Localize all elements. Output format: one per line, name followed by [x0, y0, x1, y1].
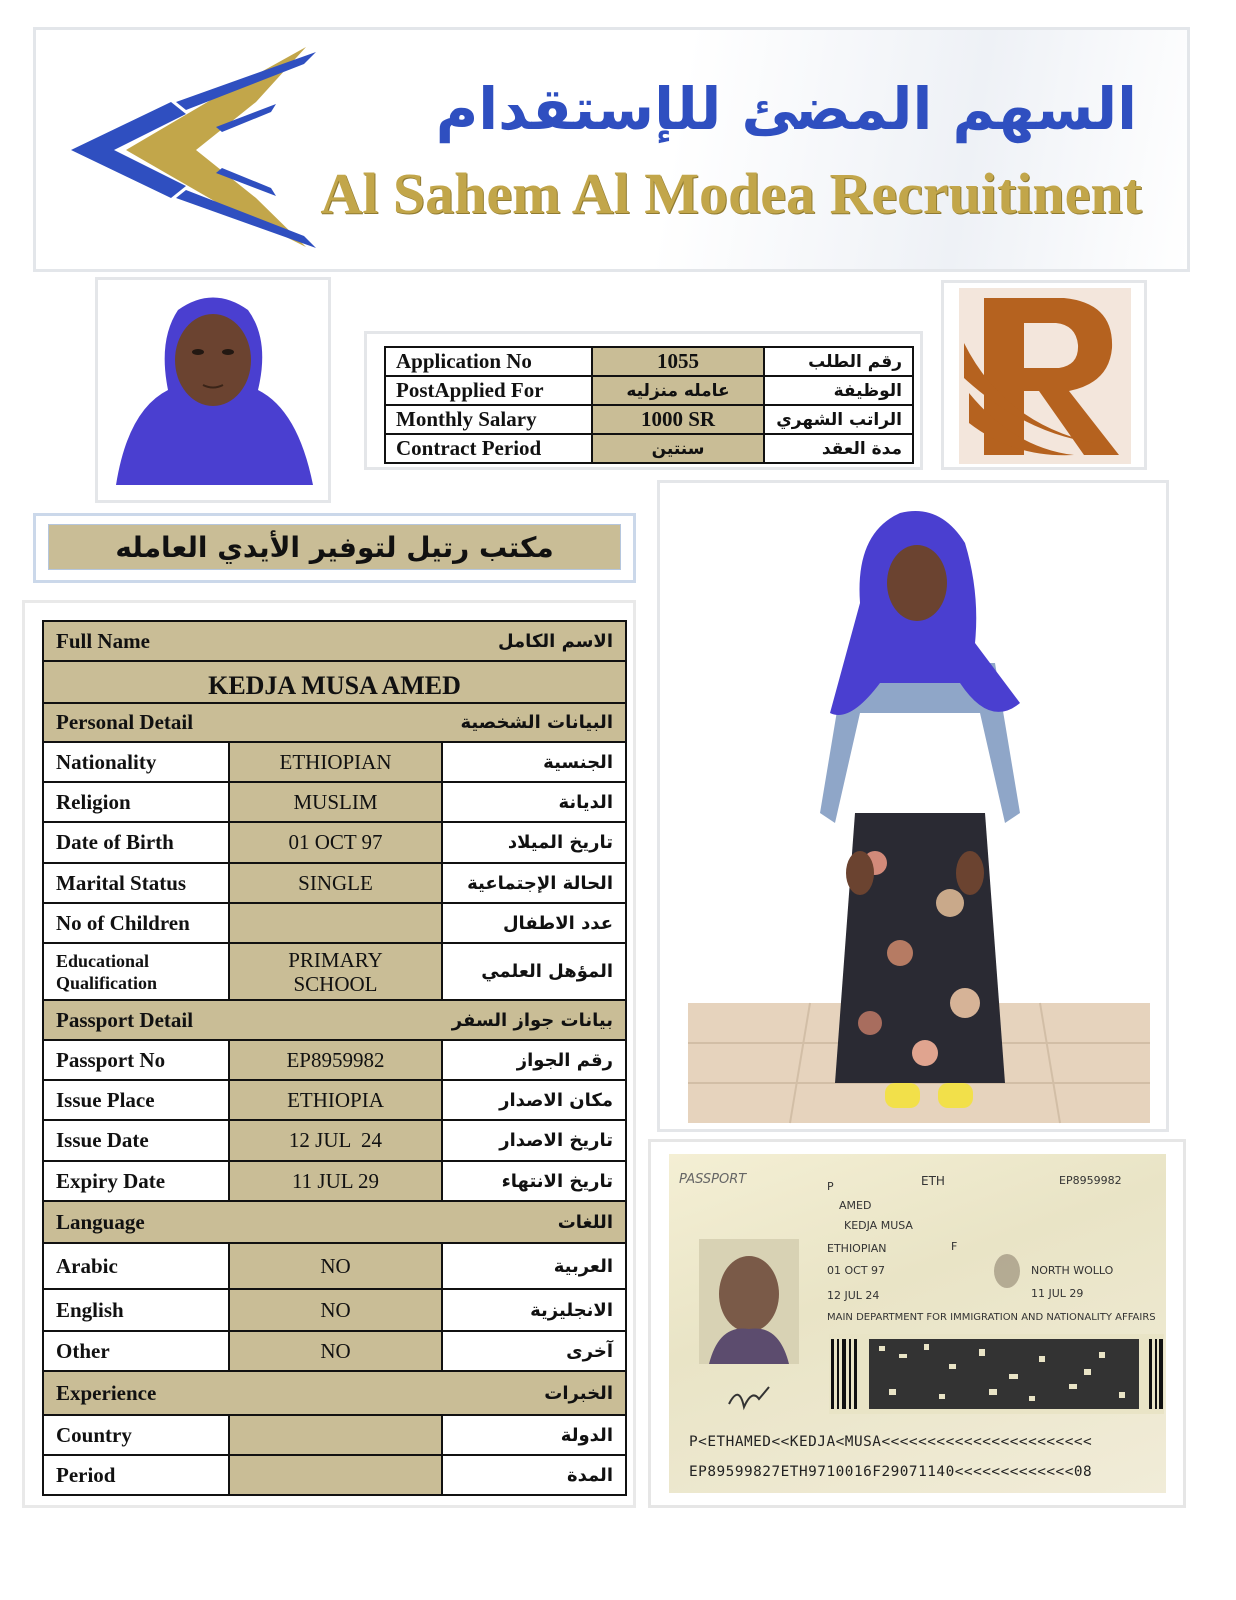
- language-arabic: اللغات: [557, 1211, 613, 1233]
- passport-doc-title: PASSPORT: [679, 1172, 747, 1187]
- office-logo: [941, 280, 1147, 470]
- full-name-value: KEDJA MUSA AMED: [43, 661, 626, 703]
- marital-status-arabic: الحالة الإجتماعية: [442, 863, 626, 903]
- application-summary: [364, 331, 923, 470]
- passport-sex: F: [951, 1240, 958, 1253]
- application-no-arabic: رقم الطلب: [764, 347, 913, 376]
- english-value: NO: [229, 1289, 442, 1331]
- marital-status-value: SINGLE: [229, 863, 442, 903]
- personal-detail-arabic: البيانات الشخصية: [460, 712, 613, 733]
- education-arabic: المؤهل العلمي: [442, 943, 626, 1000]
- personal-detail-header: [43, 703, 626, 742]
- arrow-logo-icon: [66, 42, 326, 257]
- table-row: [385, 405, 913, 434]
- contract-period-value: سنتين: [592, 434, 764, 463]
- religion-arabic: الديانة: [442, 782, 626, 822]
- dob-value: 01 OCT 97: [229, 822, 442, 863]
- issue-date-arabic: تاريخ الاصدار: [442, 1120, 626, 1161]
- nationality-arabic: الجنسية: [442, 742, 626, 782]
- education-value: [229, 943, 442, 1000]
- nationality-label: Nationality: [43, 742, 229, 782]
- language-header: [43, 1201, 626, 1243]
- passport-nationality: ETHIOPIAN: [827, 1242, 887, 1255]
- language-label: Language: [56, 1209, 145, 1234]
- table-row: [43, 822, 626, 863]
- passport-ghost-photo: [987, 1249, 1027, 1299]
- arabic-label: Arabic: [43, 1243, 229, 1289]
- passport-authority: MAIN DEPARTMENT FOR IMMIGRATION AND NATIONALITY AFFAIRS: [827, 1312, 1156, 1323]
- table-row: [43, 1289, 626, 1331]
- dob-arabic: تاريخ الميلاد: [442, 822, 626, 863]
- mrz-line-2: EP89599827ETH9710016F29071140<<<<<<<<<<<<<08: [689, 1464, 1093, 1480]
- contract-period-arabic: مدة العقد: [764, 434, 913, 463]
- issue-date-label: Issue Date: [43, 1120, 229, 1161]
- experience-arabic: الخبرات: [544, 1382, 613, 1404]
- expiry-date-label: Expiry Date: [43, 1161, 229, 1201]
- education-label: [43, 943, 229, 1000]
- period-value: [229, 1455, 442, 1495]
- passport-no-value: EP8959982: [229, 1040, 442, 1080]
- english-arabic: الانجليزية: [442, 1289, 626, 1331]
- post-applied-arabic: الوظيفة: [764, 376, 913, 405]
- application-table: [384, 346, 914, 464]
- passport-detail-arabic: بيانات جواز السفر: [451, 1009, 613, 1031]
- passport-dob: 01 OCT 97: [827, 1264, 886, 1277]
- monthly-salary-label: Monthly Salary: [385, 405, 592, 434]
- table-row: [43, 1415, 626, 1455]
- experience-header: [43, 1371, 626, 1415]
- education-value-line-1: PRIMARY: [288, 947, 383, 972]
- children-value: [229, 903, 442, 943]
- issue-place-value: ETHIOPIA: [229, 1080, 442, 1120]
- applicant-details-frame: [22, 600, 636, 1508]
- table-row: [43, 943, 626, 1000]
- education-label-line-1: Educational: [56, 950, 150, 971]
- period-label: Period: [43, 1455, 229, 1495]
- passport-scan: [648, 1139, 1186, 1508]
- company-name-english: Al Sahem Al Modea Recruitinent: [320, 161, 1142, 226]
- passport-issue-date: 12 JUL 24: [827, 1289, 880, 1302]
- table-row: [43, 1331, 626, 1371]
- r-logo-icon: [944, 283, 1144, 467]
- passport-country-code: ETH: [921, 1174, 945, 1188]
- religion-value: MUSLIM: [229, 782, 442, 822]
- period-arabic: المدة: [442, 1455, 626, 1495]
- issue-place-label: Issue Place: [43, 1080, 229, 1120]
- passport-number: EP8959982: [1059, 1174, 1122, 1187]
- other-language-value: NO: [229, 1331, 442, 1371]
- arabic-value: NO: [229, 1243, 442, 1289]
- expiry-date-value: 11 JUL 29: [229, 1161, 442, 1201]
- office-name: مكتب رتيل لتوفير الأيدي العامله: [48, 524, 621, 570]
- expiry-date-arabic: تاريخ الانتهاء: [442, 1161, 626, 1201]
- passport-photo: [699, 1239, 799, 1364]
- mrz-line-1: P<ETHAMED<<KEDJA<MUSA<<<<<<<<<<<<<<<<<<<<<<<: [689, 1434, 1093, 1450]
- header-banner: [33, 27, 1190, 272]
- passport-detail-label: Passport Detail: [56, 1007, 194, 1032]
- post-applied-value: عامله منزليه: [592, 376, 764, 405]
- passport-given-names: KEDJA MUSA: [844, 1219, 913, 1232]
- table-row: [43, 782, 626, 822]
- children-label: No of Children: [43, 903, 229, 943]
- table-row: [385, 434, 913, 463]
- table-row: [43, 1455, 626, 1495]
- passport-no-label: Passport No: [43, 1040, 229, 1080]
- application-no-label: Application No: [385, 347, 592, 376]
- table-row: [43, 1080, 626, 1120]
- table-row: [385, 347, 913, 376]
- issue-date-value: 12 JUL 24: [229, 1120, 442, 1161]
- post-applied-label: PostApplied For: [385, 376, 592, 405]
- contract-period-label: Contract Period: [385, 434, 592, 463]
- english-label: English: [43, 1289, 229, 1331]
- arabic-arabic: العربية: [442, 1243, 626, 1289]
- applicant-details-table: [42, 620, 627, 1496]
- table-row: [385, 376, 913, 405]
- monthly-salary-value: 1000 SR: [592, 405, 764, 434]
- dob-label: Date of Birth: [43, 822, 229, 863]
- table-row: [43, 1243, 626, 1289]
- portrait-photo: [95, 277, 331, 503]
- passport-place-of-birth: NORTH WOLLO: [1031, 1264, 1114, 1277]
- children-arabic: عدد الاطفال: [442, 903, 626, 943]
- education-value-line-2: SCHOOL: [293, 971, 378, 996]
- signature-icon: [724, 1379, 774, 1414]
- marital-status-label: Marital Status: [43, 863, 229, 903]
- personal-detail-label: Personal Detail: [56, 710, 194, 734]
- table-row: [43, 903, 626, 943]
- passport-page: [669, 1154, 1166, 1493]
- education-label-line-2: Qualification: [56, 972, 158, 993]
- other-language-arabic: آخرى: [442, 1331, 626, 1371]
- full-name-header: [43, 621, 626, 661]
- religion-label: Religion: [43, 782, 229, 822]
- monthly-salary-arabic: الراتب الشهري: [764, 405, 913, 434]
- table-row: [43, 1120, 626, 1161]
- table-row: [43, 1161, 626, 1201]
- full-name-row: [43, 661, 626, 703]
- table-row: [43, 1040, 626, 1080]
- experience-label: Experience: [56, 1380, 157, 1405]
- table-row: [43, 742, 626, 782]
- passport-no-arabic: رقم الجواز: [442, 1040, 626, 1080]
- issue-place-arabic: مكان الاصدار: [442, 1080, 626, 1120]
- barcode-icon: [829, 1334, 1164, 1414]
- other-language-label: Other: [43, 1331, 229, 1371]
- full-name-arabic-label: الاسم الكامل: [497, 630, 613, 652]
- company-name-arabic: السهم المضئ للإستقدام: [435, 75, 1137, 143]
- table-row: [43, 863, 626, 903]
- nationality-value: ETHIOPIAN: [229, 742, 442, 782]
- office-banner: [33, 513, 636, 583]
- full-body-photo: [657, 480, 1169, 1132]
- country-value: [229, 1415, 442, 1455]
- country-label: Country: [43, 1415, 229, 1455]
- application-no-value: 1055: [592, 347, 764, 376]
- full-name-label: Full Name: [56, 628, 150, 653]
- country-arabic: الدولة: [442, 1415, 626, 1455]
- passport-detail-header: [43, 1000, 626, 1040]
- passport-expiry-date: 11 JUL 29: [1031, 1287, 1084, 1300]
- passport-type: P: [827, 1180, 834, 1193]
- passport-surname: AMED: [839, 1199, 872, 1212]
